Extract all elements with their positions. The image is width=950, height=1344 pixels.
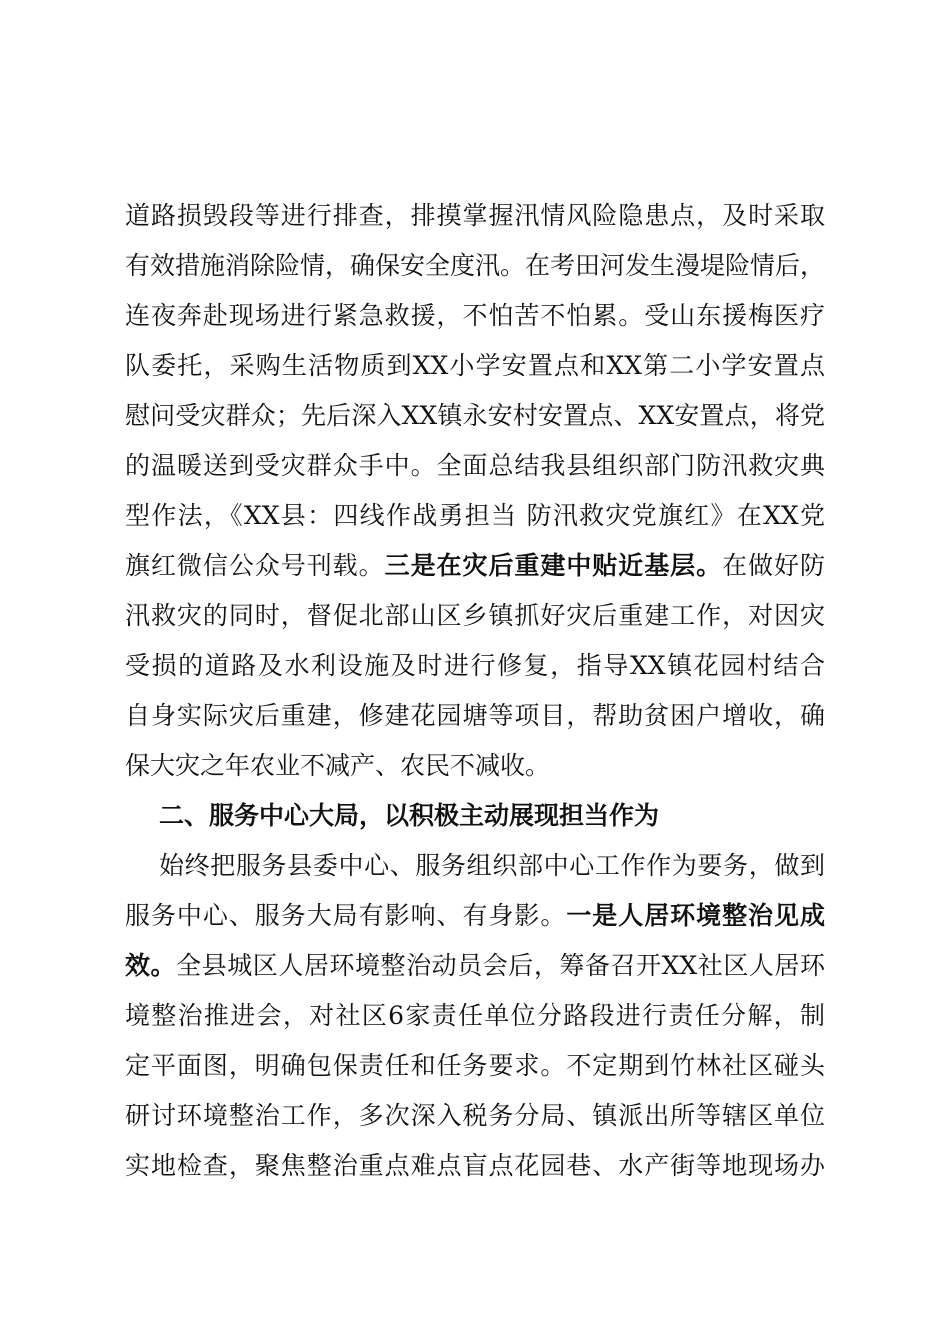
line-text: 连夜奔赴现场进行紧急救援，不怕苦不怕累。受山东援梅医疗	[125, 301, 825, 330]
line-text: 汛救灾的同时，督促北部山区乡镇抓好灾后重建工作，对因灾	[125, 601, 825, 630]
line-text: 始终把服务县委中心、服务组织部中心工作作为要务，做到	[159, 851, 825, 880]
paragraph-line	[125, 596, 825, 636]
paragraph-line	[125, 1096, 825, 1136]
paragraph-line	[125, 1046, 825, 1086]
line-text: 旗红微信公众号刊载。	[125, 551, 385, 580]
bold-emphasis: 一是人居环境整治见成	[566, 901, 825, 930]
line-text: 保大灾之年农业不减产、农民不减收。	[125, 751, 551, 780]
line-text: 境整治推进会，对社区6家责任单位分路段进行责任分解，制	[125, 1001, 825, 1030]
paragraph-line	[125, 996, 825, 1036]
line-text: 受损的道路及水利设施及时进行修复，指导XX镇花园村结合	[125, 651, 825, 680]
paragraph-line	[125, 746, 825, 786]
line-text: 实地检查，聚焦整治重点难点盲点花园巷、水产街等地现场办	[125, 1151, 825, 1180]
paragraph-line	[125, 396, 825, 436]
line-text: 道路损毁段等进行排查，排摸掌握汛情风险隐患点，及时采取	[125, 201, 825, 230]
paragraph-line	[125, 646, 825, 686]
line-text: 有效措施消除险情，确保安全度汛。在考田河发生漫堤险情后，	[125, 251, 826, 280]
paragraph-line	[125, 496, 825, 536]
line-text: 型作法，《XX县：四线作战勇担当 防汛救灾党旗红》在XX党	[125, 501, 825, 530]
paragraph-line	[125, 896, 825, 936]
paragraph-line	[125, 546, 825, 586]
section-heading	[159, 796, 825, 836]
paragraph-line	[125, 946, 825, 986]
paragraph-line	[125, 196, 825, 236]
paragraph-line	[125, 246, 825, 286]
line-text: 研讨环境整治工作，多次深入税务分局、镇派出所等辖区单位	[125, 1101, 825, 1130]
paragraph-line	[125, 1146, 825, 1186]
line-text: 的温暖送到受灾群众手中。全面总结我县组织部门防汛救灾典	[125, 451, 825, 480]
paragraph-line	[159, 846, 825, 886]
bold-emphasis: 效。	[125, 951, 177, 980]
line-text: 慰问受灾群众；先后深入XX镇永安村安置点、XX安置点，将党	[125, 401, 825, 430]
paragraph-line	[125, 346, 825, 386]
line-text: 全县城区人居环境整治动员会后，筹备召开XX社区人居环	[176, 951, 825, 980]
paragraph-line	[125, 296, 825, 336]
bold-emphasis: 三是在灾后重建中贴近基层。	[384, 551, 723, 580]
line-text: 定平面图，明确包保责任和任务要求。不定期到竹林社区碰头	[125, 1051, 825, 1080]
paragraph-line	[125, 696, 825, 736]
line-text: 自身实际灾后重建，修建花园塘等项目，帮助贫困户增收，确	[125, 701, 825, 730]
paragraph-line	[125, 446, 825, 486]
line-text: 在做好防	[722, 551, 825, 580]
heading-text: 二、服务中心大局，以积极主动展现担当作为	[159, 801, 660, 830]
line-text: 队委托，采购生活物质到XX小学安置点和XX第二小学安置点	[125, 351, 825, 380]
line-text: 服务中心、服务大局有影响、有身影。	[125, 901, 567, 930]
